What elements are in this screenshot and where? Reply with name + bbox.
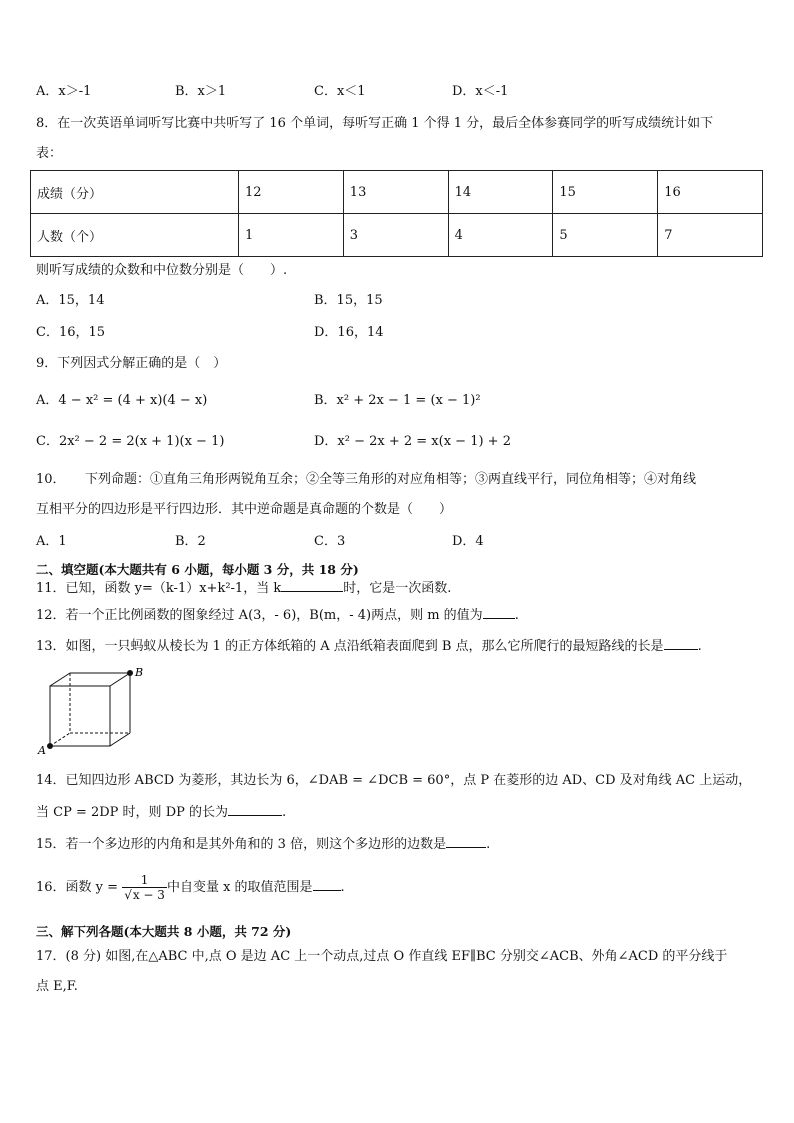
score-table — [30, 170, 763, 257]
table-cell: 4 — [448, 214, 553, 257]
q8-option-c: C．16，15 — [36, 325, 106, 340]
q9-option-d: D．x² − 2x + 2 = x(x − 1) + 2 — [314, 434, 511, 449]
table-cell: 成绩（分） — [31, 171, 239, 214]
q8-option-d: D．16，14 — [314, 325, 384, 340]
q15-text: 15．若一个多边形的内角和是其外角和的 3 倍，则这个多边形的边数是 — [36, 837, 447, 852]
table-cell: 1 — [239, 214, 344, 257]
answer-blank — [664, 637, 698, 650]
q12 — [36, 606, 519, 625]
point-b-dot — [127, 670, 133, 676]
q12-text: 12．若一个正比例函数的图象经过 A(3，- 6)，B(m，- 4)两点，则 m 的值为 — [36, 608, 483, 623]
cube-edge — [50, 673, 70, 686]
q15-text-end: . — [486, 837, 491, 852]
answer-blank — [446, 835, 486, 848]
q7-option-b: B．x＞1 — [175, 84, 227, 99]
q8-option-a: A．15，14 — [36, 293, 105, 308]
q16-text-end: . — [340, 880, 345, 895]
table-cell: 7 — [658, 214, 763, 257]
cube-figure — [36, 664, 146, 756]
q10-option-b: B．2 — [175, 534, 206, 549]
answer-blank — [281, 579, 343, 592]
table-cell: 16 — [658, 171, 763, 214]
fraction-numerator: 1 — [122, 873, 167, 888]
q16-text: 16．函数 y = — [36, 880, 119, 895]
q11-text-end: 时，它是一次函数. — [343, 581, 452, 596]
fraction — [122, 873, 167, 902]
q7-option-c: C．x＜1 — [314, 84, 366, 99]
answer-blank — [228, 803, 282, 816]
table-cell: 5 — [553, 214, 658, 257]
q17-line2: 点 E,F. — [36, 979, 78, 994]
q11-text: 11．已知，函数 y=（k-1）x+k²-1，当 k — [36, 581, 282, 596]
fraction-denominator: √x − 3 — [124, 888, 165, 902]
q9-stem: 9．下列因式分解正确的是（ ） — [36, 356, 227, 371]
q8-stem-line2: 表： — [36, 146, 63, 161]
cube-edge — [110, 673, 130, 686]
cube-front-face — [50, 686, 110, 746]
q10-option-c: C．3 — [314, 534, 346, 549]
q9-option-c: C．2x² − 2 = 2(x + 1)(x − 1) — [36, 434, 225, 449]
point-a-label: A — [38, 744, 46, 756]
section-heading-solve: 三、解下列各题(本大题共 8 小题，共 72 分) — [36, 924, 292, 939]
q9-option-b: B．x² + 2x − 1 = (x − 1)² — [314, 393, 481, 408]
table-cell: 人数（个） — [31, 214, 239, 257]
q10-option-d: D．4 — [452, 534, 484, 549]
cube-hidden-edge — [50, 733, 70, 746]
q14-line1: 14．已知四边形 ABCD 为菱形，其边长为 6，∠DAB = ∠DCB = 60°，点 P 在菱形的边 AD、CD 及对角线 AC 上运动， — [36, 773, 752, 788]
point-b-label: B — [135, 666, 144, 679]
q14-text: 当 CP = 2DP 时，则 DP 的长为 — [36, 805, 228, 820]
q11 — [36, 579, 451, 598]
q15 — [36, 835, 490, 854]
q14-text-end: . — [282, 805, 287, 820]
q8-stem-line1: 8．在一次英语单词听写比赛中共听写了 16 个单词，每听写正确 1 个得 1 分，最后全体参赛同学的听写成绩统计如下 — [36, 116, 714, 131]
q9-option-a: A．4 − x² = (4 + x)(4 − x) — [36, 393, 208, 408]
q16-text-mid: 中自变量 x 的取值范围是 — [166, 880, 313, 895]
table-row — [31, 214, 763, 257]
q13 — [36, 637, 702, 656]
q12-text-end: . — [514, 608, 519, 623]
answer-blank — [313, 878, 341, 891]
answer-blank — [483, 606, 515, 619]
q13-text: 13．如图，一只蚂蚁从棱长为 1 的正方体纸箱的 A 点沿纸箱表面爬到 B 点，那么它所爬行的最短路线的长是 — [36, 639, 664, 654]
q14-line2 — [36, 803, 286, 822]
q8-option-b: B．15，15 — [314, 293, 383, 308]
section-heading-fill-blank: 二、填空题(本大题共有 6 小题，每小题 3 分，共 18 分) — [36, 562, 359, 577]
table-cell: 15 — [553, 171, 658, 214]
q10-option-a: A．1 — [36, 534, 67, 549]
q7-option-d: D．x＜-1 — [452, 84, 509, 99]
q17-line1: 17．(8 分) 如图,在△ABC 中,点 O 是边 AC 上一个动点,过点 O 作直线 EF∥BC 分别交∠ACB、外角∠ACD 的平分线于 — [36, 949, 728, 964]
table-row — [31, 171, 763, 214]
table-cell: 12 — [239, 171, 344, 214]
q13-text-end: . — [697, 639, 702, 654]
table-cell: 14 — [448, 171, 553, 214]
q10-stem-line2: 互相平分的四边形是平行四边形．其中逆命题是真命题的个数是（ ） — [36, 502, 453, 517]
sqrt-radicand: x − 3 — [132, 888, 165, 902]
point-a-dot — [47, 743, 53, 749]
q7-option-a: A．x＞-1 — [36, 84, 92, 99]
cube-edge — [110, 733, 130, 746]
table-cell: 3 — [343, 214, 448, 257]
q8-question: 则听写成绩的众数和中位数分别是（ ）. — [36, 263, 288, 278]
table-cell: 13 — [343, 171, 448, 214]
q16 — [36, 870, 345, 906]
q10-stem-line1: 10． 下列命题：①直角三角形两锐角互余；②全等三角形的对应角相等；③两直线平行，同位角相等；④对角线 — [36, 472, 697, 487]
